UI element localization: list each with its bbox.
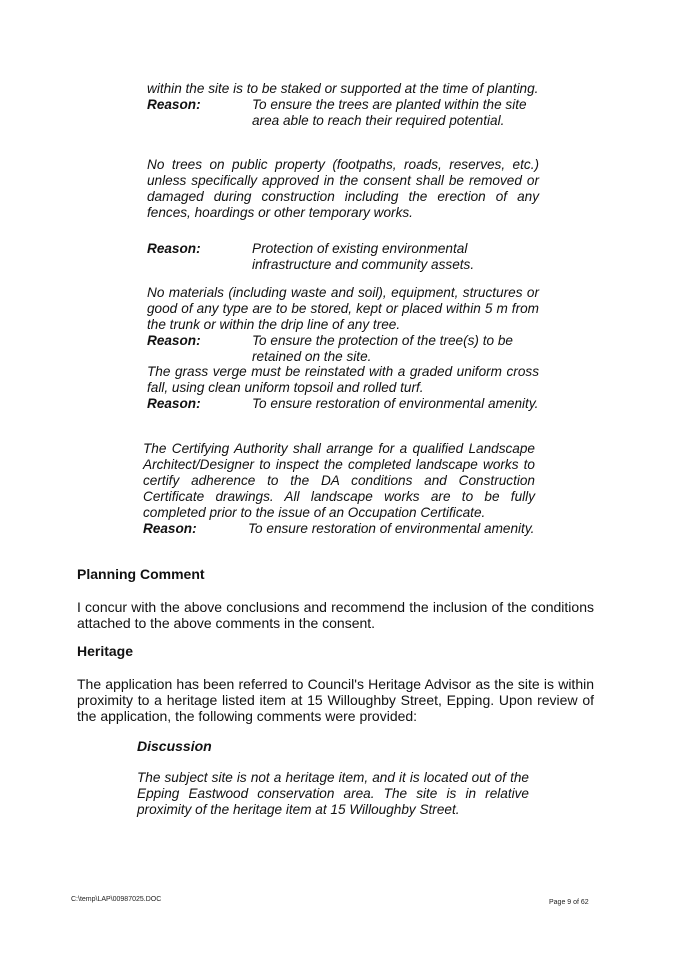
condition-text: The grass verge must be reinstated with a graded uniform cross fall, using clean uniform topsoil and rolled turf. bbox=[147, 364, 539, 395]
reason-row bbox=[147, 396, 539, 412]
reason-label: Reason: bbox=[147, 333, 201, 348]
footer-page-number: Page 9 of 62 bbox=[549, 899, 589, 906]
condition-text: The Certifying Authority shall arrange for a qualified Landscape Architect/Designer to inspect the completed landscape works to certify adherence to the DA conditions and Construction Certificate drawings. All landscape works are to be fully completed prior to the issue of an Occupation Certificate. bbox=[143, 441, 535, 520]
condition-4 bbox=[147, 364, 539, 412]
heritage-heading: Heritage bbox=[77, 643, 134, 659]
reason-text: Protection of existing environmental infrastructure and community assets. bbox=[252, 241, 475, 272]
reason-row bbox=[147, 333, 539, 365]
reason-text: To ensure restoration of environmental amenity. bbox=[248, 521, 535, 536]
condition-text: within the site is to be staked or supported at the time of planting. bbox=[147, 81, 539, 96]
reason-row bbox=[147, 241, 539, 273]
discussion-text: The subject site is not a heritage item, and it is located out of the Epping Eastwood conservation area. The site is in relative proximity of the heritage item at 15 Willoughby Street. bbox=[137, 770, 529, 817]
planning-heading: Planning Comment bbox=[77, 566, 205, 582]
condition-text: No materials (including waste and soil), equipment, structures or good of any type are to be stored, kept or placed within 5 m from the trunk or within the drip line of any tree. bbox=[147, 285, 539, 332]
condition-5 bbox=[143, 441, 535, 537]
condition-2 bbox=[147, 157, 539, 273]
condition-3 bbox=[147, 285, 539, 365]
discussion-block bbox=[137, 738, 529, 754]
reason-text: To ensure restoration of environmental amenity. bbox=[252, 396, 539, 411]
condition-1 bbox=[147, 81, 539, 129]
condition-text: No trees on public property (footpaths, roads, reserves, etc.) unless specifically approved in the consent shall be removed or damaged during construction including the erection of any fences, hoardings or other temporary works. bbox=[147, 157, 539, 220]
discussion-text-block bbox=[137, 770, 529, 818]
heritage-text: The application has been referred to Council's Heritage Advisor as the site is within proximity to a heritage listed item at 15 Willoughby Street, Epping. Upon review of the application, the following comments were provided: bbox=[77, 676, 594, 724]
reason-text: To ensure the protection of the tree(s) to be retained on the site. bbox=[252, 333, 513, 364]
footer-file-path: C:\temp\LAP\00987025.DOC bbox=[71, 896, 162, 903]
reason-label: Reason: bbox=[143, 521, 197, 536]
discussion-heading: Discussion bbox=[137, 738, 212, 754]
reason-label: Reason: bbox=[147, 97, 201, 112]
planning-text: I concur with the above conclusions and recommend the inclusion of the conditions attached to the above comments in the consent. bbox=[77, 599, 594, 631]
reason-text: To ensure the trees are planted within the site area able to reach their required potential. bbox=[252, 97, 527, 128]
reason-row bbox=[147, 97, 539, 129]
reason-label: Reason: bbox=[147, 396, 201, 411]
reason-label: Reason: bbox=[147, 241, 201, 256]
reason-row bbox=[143, 521, 535, 537]
